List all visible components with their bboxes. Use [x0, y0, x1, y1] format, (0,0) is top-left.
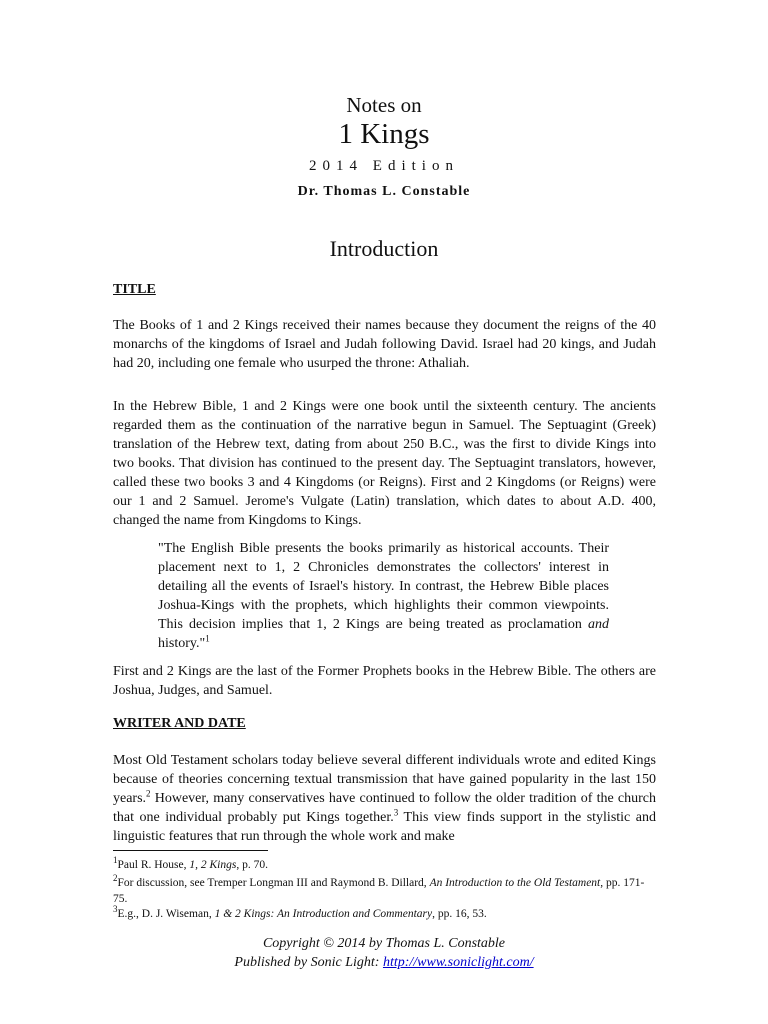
footnote-ref-2[interactable]: 2: [146, 788, 151, 799]
footnote-text: , p. 70.: [236, 859, 268, 871]
footnote-title: 1 & 2 Kings: An Introduction and Commentary: [214, 908, 433, 920]
quote-text: "The English Bible presents the books primarily as historical accounts. Their placement next to 1, 2 Chronicles demonstrates the collectors' interest in detailing all the events of Israel's history. In contrast, the Hebrew Bible places Joshua-Kings with the prophets, which highlights their common viewpoints. This decision implies that 1, 2 Kings are being treated as proclamation: [158, 541, 609, 632]
footnote-divider: [113, 850, 268, 851]
publisher-line: [0, 953, 768, 972]
writer-text-c: This view finds support in the stylistic and linguistic features that run through the whole work and make: [113, 810, 656, 844]
footnote-number: 2: [113, 873, 118, 884]
copyright-line: Copyright © 2014 by Thomas L. Constable: [262, 936, 506, 951]
notes-on-label: Notes on: [346, 93, 422, 117]
book-title: 1 Kings: [338, 118, 430, 150]
introduction-heading: Introduction: [329, 236, 439, 261]
writer-paragraph: [113, 751, 656, 846]
title-paragraph-2: In the Hebrew Bible, 1 and 2 Kings were one book until the sixteenth century. The ancients regarded them as the continuation of the narrative begun in Samuel. The Septuagint (Greek) translation of the Hebrew text, dating from about 250 B.C., was the first to divide Kings into two books. That division has continued to the present day. The Septuagint translators, however, called these two books 3 and 4 Kingdoms (or Reigns). First and 2 Kingdoms (or Reigns) were our 1 and 2 Samuel. Jerome's Vulgate (Latin) translation, which dates to about A.D. 400, changed the name from Kingdoms to Kings.: [113, 399, 656, 528]
writer-date-heading: WRITER AND DATE: [113, 716, 246, 731]
footnote-2: [113, 875, 658, 907]
footnote-1: [113, 857, 658, 873]
footnote-ref-1[interactable]: 1: [205, 633, 210, 644]
footnote-text: For discussion, see Tremper Longman III and Raymond B. Dillard,: [117, 877, 430, 889]
author-name: Dr. Thomas L. Constable: [297, 184, 471, 199]
footnote-ref-3[interactable]: 3: [393, 807, 399, 818]
edition-label: 2014 Edition: [309, 158, 459, 174]
quote-emphasis: and: [588, 617, 609, 632]
title-paragraph-1: The Books of 1 and 2 Kings received their names because they document the reigns of the 40 monarchs of the kingdoms of Israel and Judah following David. Israel had 20 kings, and Judah had 20, including one female who usurped the throne: Athaliah.: [113, 318, 656, 371]
footnote-text: Paul R. House,: [117, 859, 190, 871]
footnote-title: 1, 2 Kings: [189, 859, 237, 871]
quote-text-end: history.": [158, 636, 206, 651]
footnote-number: 1: [113, 855, 118, 866]
writer-text-a: Most Old Testament scholars today believe several different individuals wrote and edited Kings because of theories concerning textual transmission that have gained popularity in the last 150 years.: [113, 753, 656, 806]
footnote-3: [113, 906, 658, 922]
publisher-label: Published by Sonic Light:: [234, 955, 383, 970]
block-quote: [158, 539, 609, 653]
website-link[interactable]: http://www.soniclight.com/: [382, 955, 534, 970]
footnote-number: 3: [113, 904, 118, 915]
footnote-text: , pp. 16, 53.: [432, 908, 487, 920]
title-paragraph-3: First and 2 Kings are the last of the Former Prophets books in the Hebrew Bible. The others are Joshua, Judges, and Samuel.: [113, 664, 656, 698]
footnote-text: E.g., D. J. Wiseman,: [117, 908, 215, 920]
writer-text-b: However, many conservatives have continued to follow the older tradition of the church that one individual probably put Kings together.: [113, 791, 656, 825]
title-section-heading: TITLE: [113, 282, 156, 297]
footnote-title: An Introduction to the Old Testament: [429, 877, 601, 889]
footnote-text: , pp. 171-75.: [113, 877, 645, 905]
